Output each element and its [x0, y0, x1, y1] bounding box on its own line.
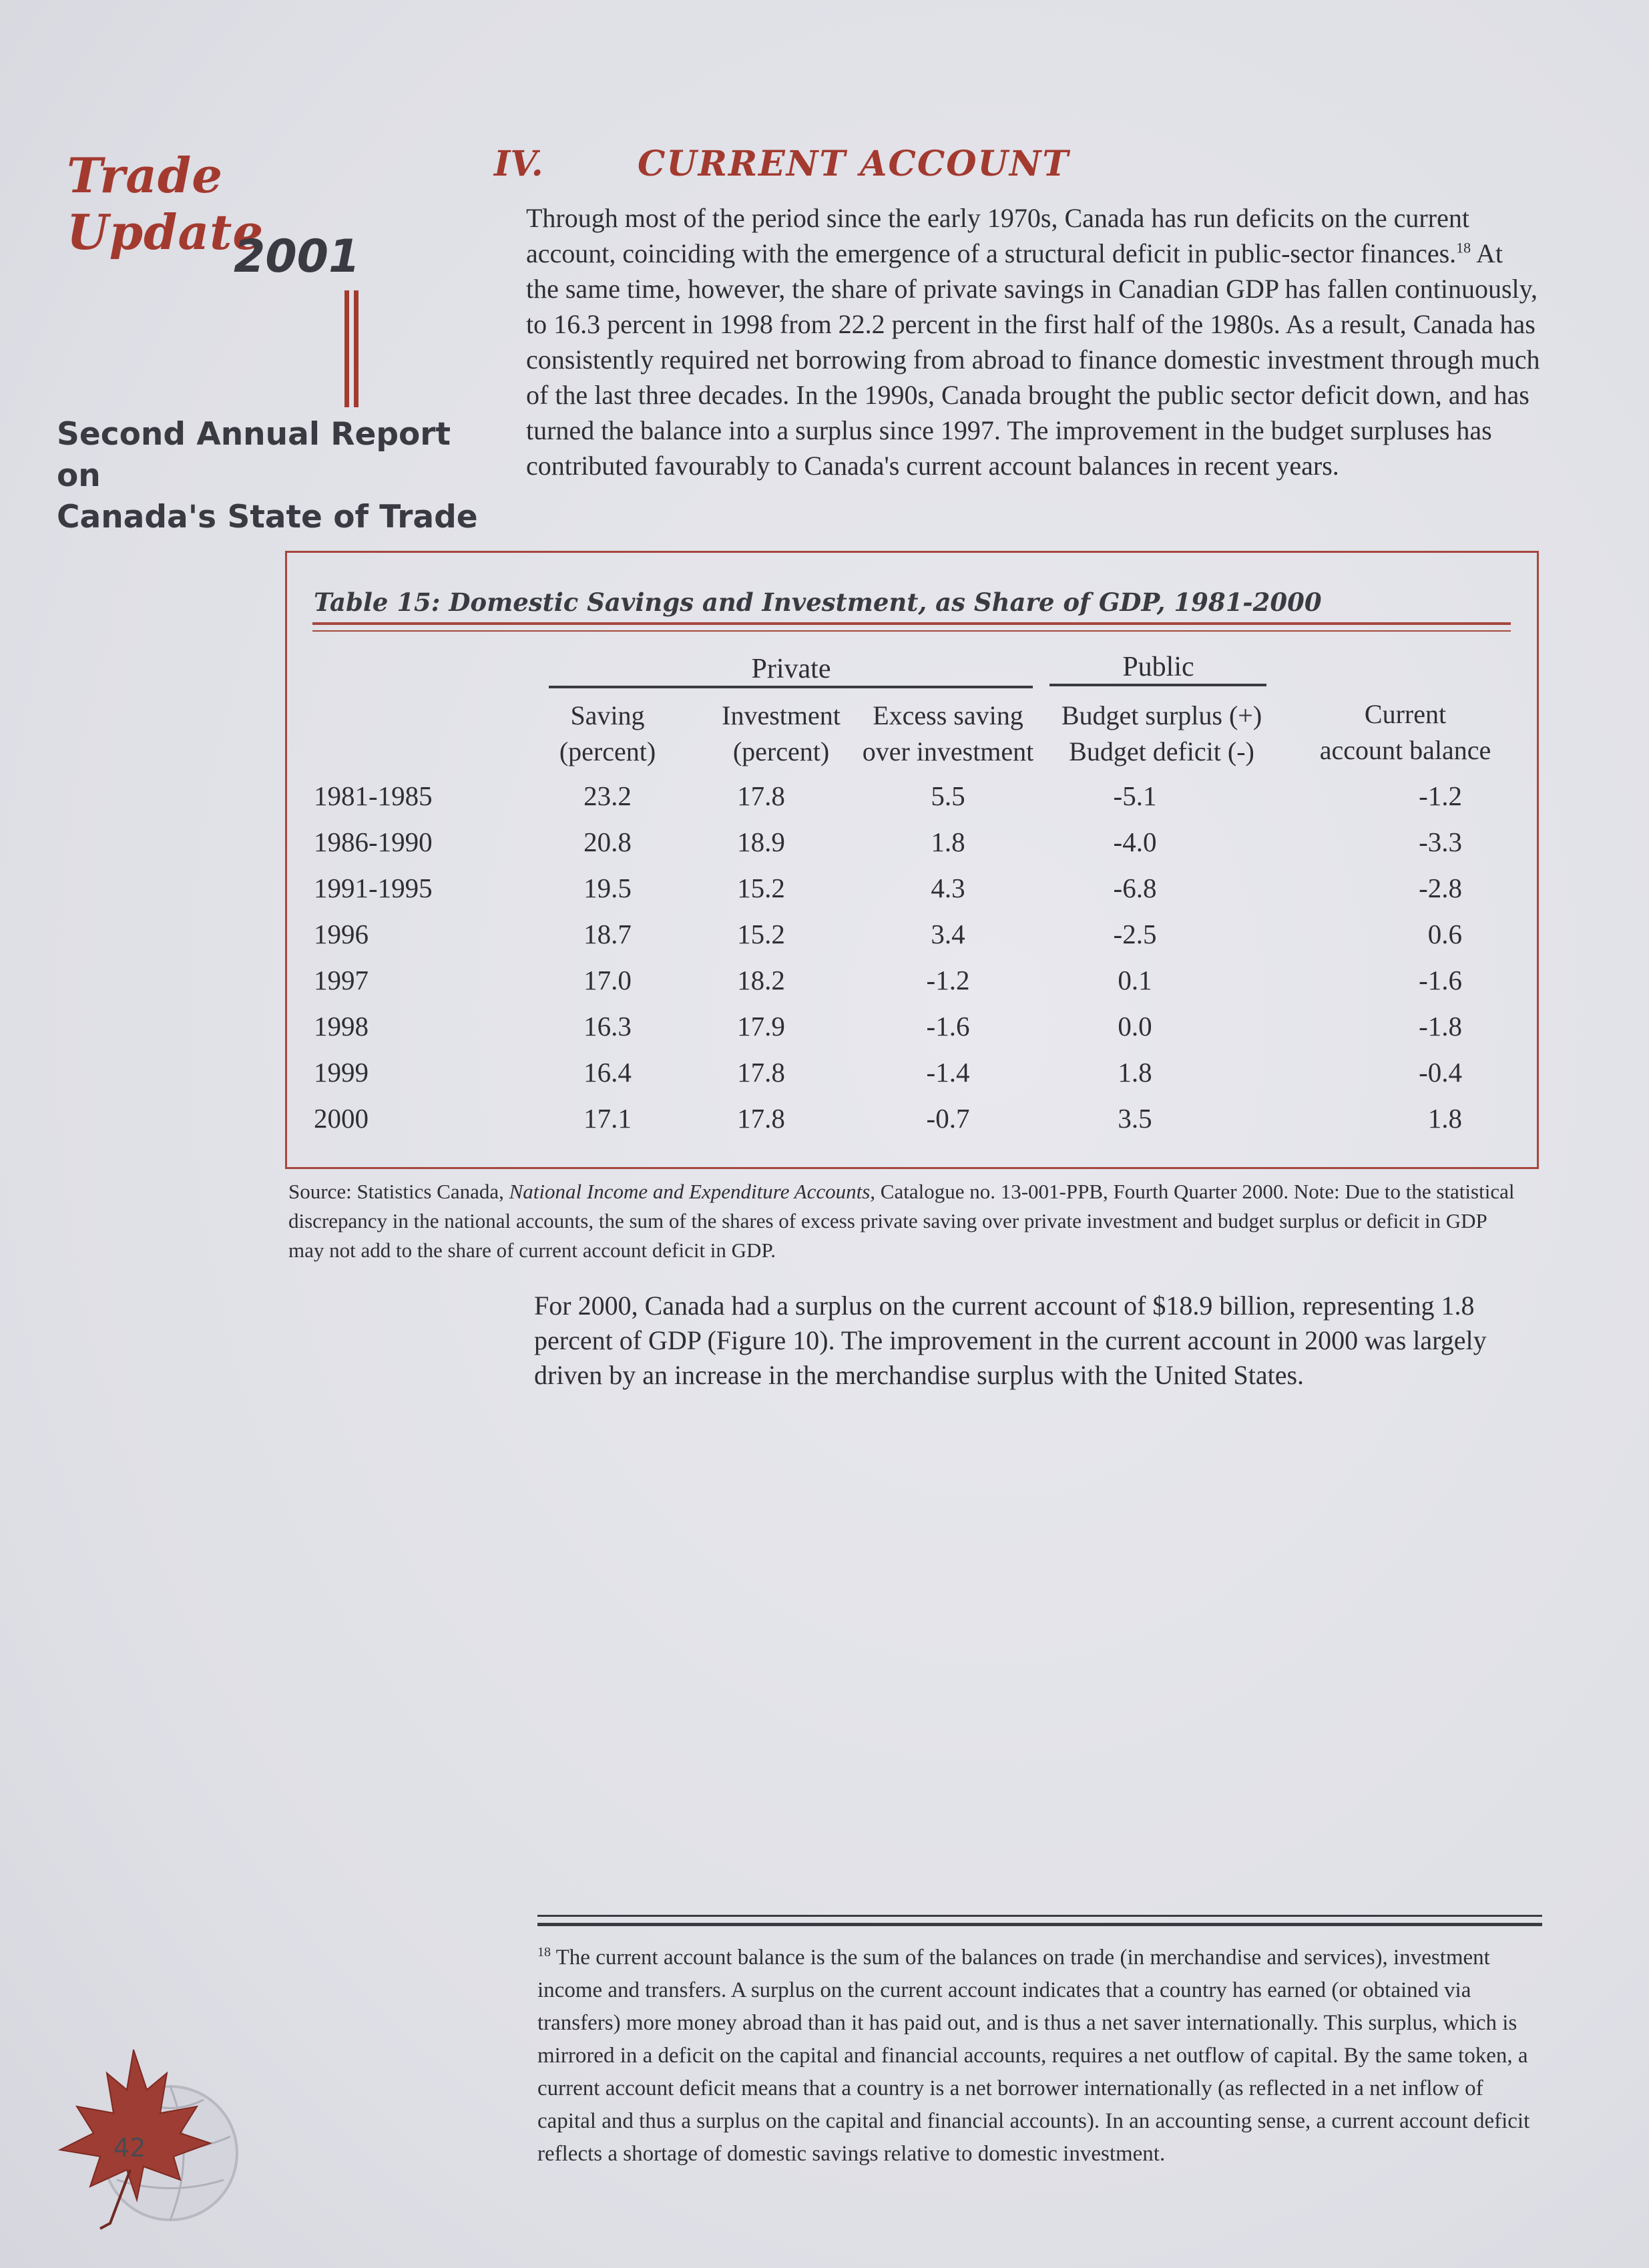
cell-current: -2.8: [1419, 873, 1462, 903]
footnote-ref: 18: [1456, 239, 1471, 256]
col-header-saving-l1: Saving: [570, 700, 645, 730]
cell-budget: -4.0: [1113, 827, 1157, 857]
source-suffix: Catalogue no. 13-001-PPB, Fourth Quarter 2000. Note: Due to the statistical discrepancy in the national accounts, the sum of the shares of excess private saving over private investment and budget surplus or deficit in GDP may not add to the share of current account deficit in GDP.: [288, 1180, 1515, 1262]
col-header-excess-l2: over investment: [862, 736, 1034, 766]
cell-current: 0.6: [1427, 919, 1462, 949]
cell-budget: -5.1: [1113, 780, 1157, 811]
cell-investment: 18.9: [737, 827, 785, 857]
brand-title: Trade Update: [67, 147, 264, 260]
cell-saving: 17.0: [583, 965, 632, 995]
cell-investment: 17.8: [737, 780, 785, 811]
cell-excess: 5.5: [931, 780, 965, 811]
cell-excess: -1.4: [926, 1057, 970, 1088]
cell-period: 1997: [314, 965, 369, 995]
cell-period: 1996: [314, 919, 369, 949]
group-header-private: Private: [751, 654, 831, 684]
col-header-investment: [691, 698, 871, 770]
caption-rule: [312, 622, 1511, 625]
page-number: 42: [113, 2133, 146, 2163]
col-header-budget: [1048, 698, 1275, 770]
brand-subtitle-line2: Canada's State of Trade: [57, 499, 478, 535]
footnote-rule: [537, 1915, 1542, 1917]
col-header-budget-l2: Budget deficit (-): [1069, 736, 1254, 766]
group-header-public: Public: [1122, 652, 1194, 682]
cell-excess: 1.8: [931, 827, 965, 857]
brand-subtitle-line1: Second Annual Report on: [57, 416, 451, 494]
section-number: IV.: [494, 144, 543, 184]
group-rule-private: [549, 686, 1033, 688]
table-caption: Table 15: Domestic Savings and Investment, as Share of GDP, 1981-2000: [314, 588, 1322, 617]
cell-current: -1.6: [1419, 965, 1462, 995]
section-title: CURRENT ACCOUNT: [638, 144, 1070, 184]
cell-budget: 0.0: [1118, 1011, 1152, 1042]
cell-saving: 23.2: [583, 780, 632, 811]
brand-divider-bars: [344, 290, 361, 407]
cell-current: -1.8: [1419, 1011, 1462, 1042]
col-header-saving-l2: (percent): [559, 736, 656, 766]
cell-budget: -6.8: [1113, 873, 1157, 903]
brand-subtitle: [57, 414, 484, 538]
intro-paragraph: [526, 200, 1541, 483]
source-prefix: Source: Statistics Canada,: [288, 1180, 509, 1203]
body-paragraph-2: For 2000, Canada had a surplus on the current account of $18.9 billion, representing 1.8 percent of GDP (Figure 10). The improvement in the current account in 2000 was largely driven by an increase in the merchandise surplus with the United States.: [534, 1291, 1487, 1390]
col-header-investment-l1: Investment: [722, 700, 841, 730]
cell-excess: -1.6: [926, 1011, 970, 1042]
caption-rule-thin: [312, 630, 1511, 632]
cell-current: -0.4: [1419, 1057, 1462, 1088]
source-publication: National Income and Expenditure Accounts,: [509, 1180, 876, 1203]
cell-current: 1.8: [1427, 1103, 1462, 1134]
cell-period: 1999: [314, 1057, 369, 1088]
footnote-number: 18: [537, 1945, 551, 1960]
col-header-excess-l1: Excess saving: [873, 700, 1023, 730]
footnote-rule-thick: [537, 1923, 1542, 1926]
footnote: [537, 1942, 1539, 2171]
cell-current: -1.2: [1419, 780, 1462, 811]
col-header-investment-l2: (percent): [732, 736, 830, 766]
cell-budget: 1.8: [1118, 1057, 1152, 1088]
intro-text-a: Through most of the period since the early 1970s, Canada has run deficits on the current account, coinciding with the emergence of a structural deficit in public-sector finances.: [526, 203, 1469, 268]
cell-current: -3.3: [1419, 827, 1462, 857]
cell-investment: 18.2: [737, 965, 785, 995]
table-source-note: [288, 1177, 1523, 1265]
col-header-current-l1: Current: [1364, 699, 1447, 729]
cell-investment: 15.2: [737, 919, 785, 949]
cell-excess: -0.7: [926, 1103, 970, 1134]
cell-budget: -2.5: [1113, 919, 1157, 949]
cell-period: 1991-1995: [314, 873, 433, 903]
col-header-saving: [527, 698, 688, 770]
cell-investment: 17.8: [737, 1057, 785, 1088]
cell-period: 1986-1990: [314, 827, 433, 857]
cell-excess: -1.2: [926, 965, 970, 995]
brand-year: 2001: [234, 230, 361, 283]
cell-period: 1981-1985: [314, 780, 433, 811]
intro-text-b: At the same time, however, the share of private savings in Canadian GDP has fallen continuously, to 16.3 percent in 1998 from 22.2 percent in the first half of the 1980s. As a result, Canada has consistently required net borrowing from abroad to finance domestic investment through much of the last three decades. In the 1990s, Canada brought the public sector deficit down, and has turned the balance into a surplus since 1997. The improvement in the budget surpluses has contributed favourably to Canada's current account balances in recent years.: [526, 238, 1540, 481]
cell-saving: 16.3: [583, 1011, 632, 1042]
cell-saving: 18.7: [583, 919, 632, 949]
col-header-excess: [848, 698, 1048, 770]
cell-period: 2000: [314, 1103, 369, 1134]
group-rule-public: [1049, 684, 1266, 686]
cell-investment: 17.9: [737, 1011, 785, 1042]
col-header-current: [1295, 696, 1515, 768]
cell-saving: 16.4: [583, 1057, 632, 1088]
cell-excess: 4.3: [931, 873, 965, 903]
cell-saving: 20.8: [583, 827, 632, 857]
cell-saving: 17.1: [583, 1103, 632, 1134]
col-header-budget-l1: Budget surplus (+): [1061, 700, 1262, 730]
cell-excess: 3.4: [931, 919, 965, 949]
footnote-text: The current account balance is the sum of the balances on trade (in merchandise and services), investment income and transfers. A surplus on the current account indicates that a country has earned (or obtained via transfers) more money abroad than it has paid out, and is thus a net saver internationally. This surplus, which is mirrored in a deficit on the capital and financial accounts, requires a net outflow of capital. By the same token, a current account deficit means that a country is a net borrower internationally (as reflected in a net inflow of capital and thus a surplus on the capital and financial accounts). In an accounting sense, a current account deficit reflects a shortage of domestic savings relative to domestic investment.: [537, 1946, 1530, 2166]
col-header-current-l2: account balance: [1319, 735, 1491, 765]
cell-budget: 3.5: [1118, 1103, 1152, 1134]
cell-investment: 15.2: [737, 873, 785, 903]
cell-investment: 17.8: [737, 1103, 785, 1134]
cell-period: 1998: [314, 1011, 369, 1042]
cell-budget: 0.1: [1118, 965, 1152, 995]
cell-saving: 19.5: [583, 873, 632, 903]
